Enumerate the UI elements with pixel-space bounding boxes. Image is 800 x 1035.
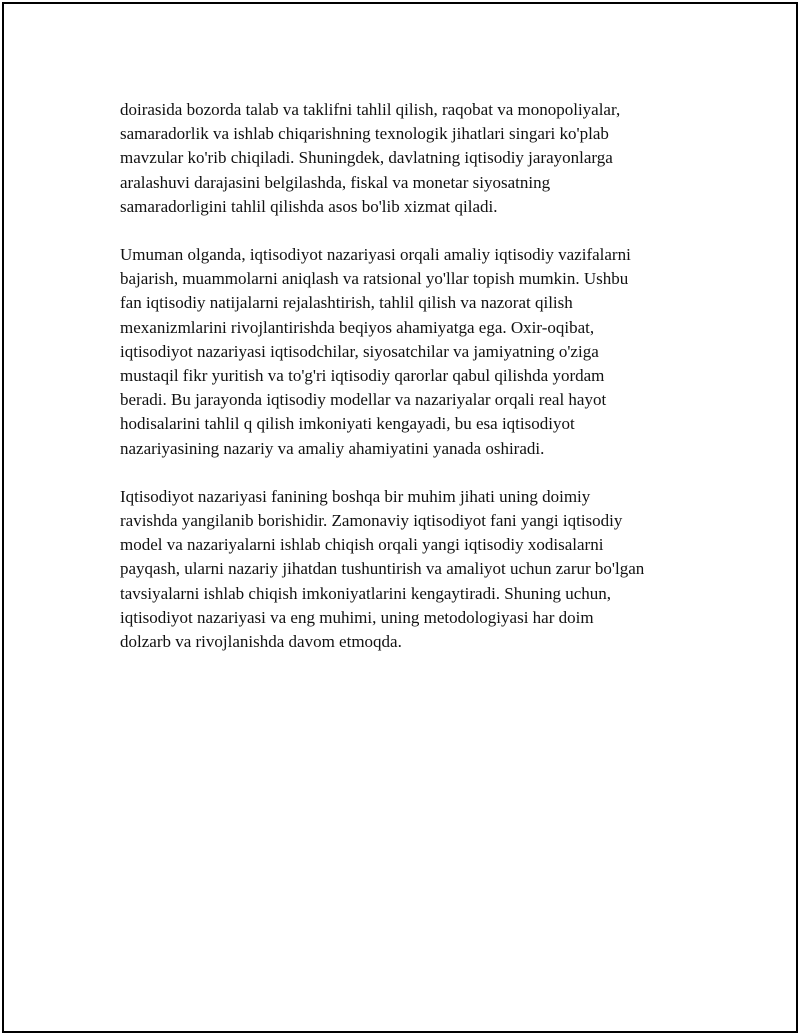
document-body xyxy=(120,98,710,678)
paragraph-2: Umuman olganda, iqtisodiyot nazariyasi orqali amaliy iqtisodiy vazifalarni bajarish, muammolarni aniqlash va ratsional yo'llar topish mumkin. Ushbu fan iqtisodiy natijalarni rejalashtirish, tahlil qilish va nazorat qilish mexanizmlarini rivojlantirishda beqiyos ahamiyatga ega. Oxir-oqibat, iqtisodiyot nazariyasi iqtisodchilar, siyosatchilar va jamiyatning o'ziga mustaqil fikr yuritish va to'g'ri iqtisodiy qarorlar qabul qilishda yordam beradi. Bu jarayonda iqtisodiy modellar va nazariyalar orqali real hayot hodisalarini tahlil q qilish imkoniyati kengayadi, bu esa iqtisodiyot nazariyasining nazariy va amaliy ahamiyatini yanada oshiradi. xyxy=(120,245,631,458)
page-frame xyxy=(2,2,798,1033)
paragraph-3: Iqtisodiyot nazariyasi fanining boshqa bir muhim jihati uning doimiy ravishda yangilanib borishidir. Zamonaviy iqtisodiyot fani yangi iqtisodiy model va nazariyalarni ishlab chiqish orqali yangi iqtisodiy xodisalarni payqash, ularni nazariy jihatdan tushuntirish va amaliyot uchun zarur bo'lgan tavsiyalarni ishlab chiqish imkoniyatlarini kengaytiradi. Shuning uchun, iqtisodiyot nazariyasi va eng muhimi, uning metodologiyasi har doim dolzarb va rivojlanishda davom etmoqda. xyxy=(120,486,645,652)
paragraph-1: doirasida bozorda talab va taklifni tahlil qilish, raqobat va monopoliyalar, samaradorlik va ishlab chiqarishning texnologik jihatlari singari ko'plab mavzular ko'rib chiqiladi. Shuningdek, davlatning iqtisodiy jarayonlarga aralashuvi darajasini belgilashda, fiskal va monetar siyosatning samaradorligini tahlil qilishda asos bo'lib xizmat qiladi. xyxy=(120,100,621,216)
